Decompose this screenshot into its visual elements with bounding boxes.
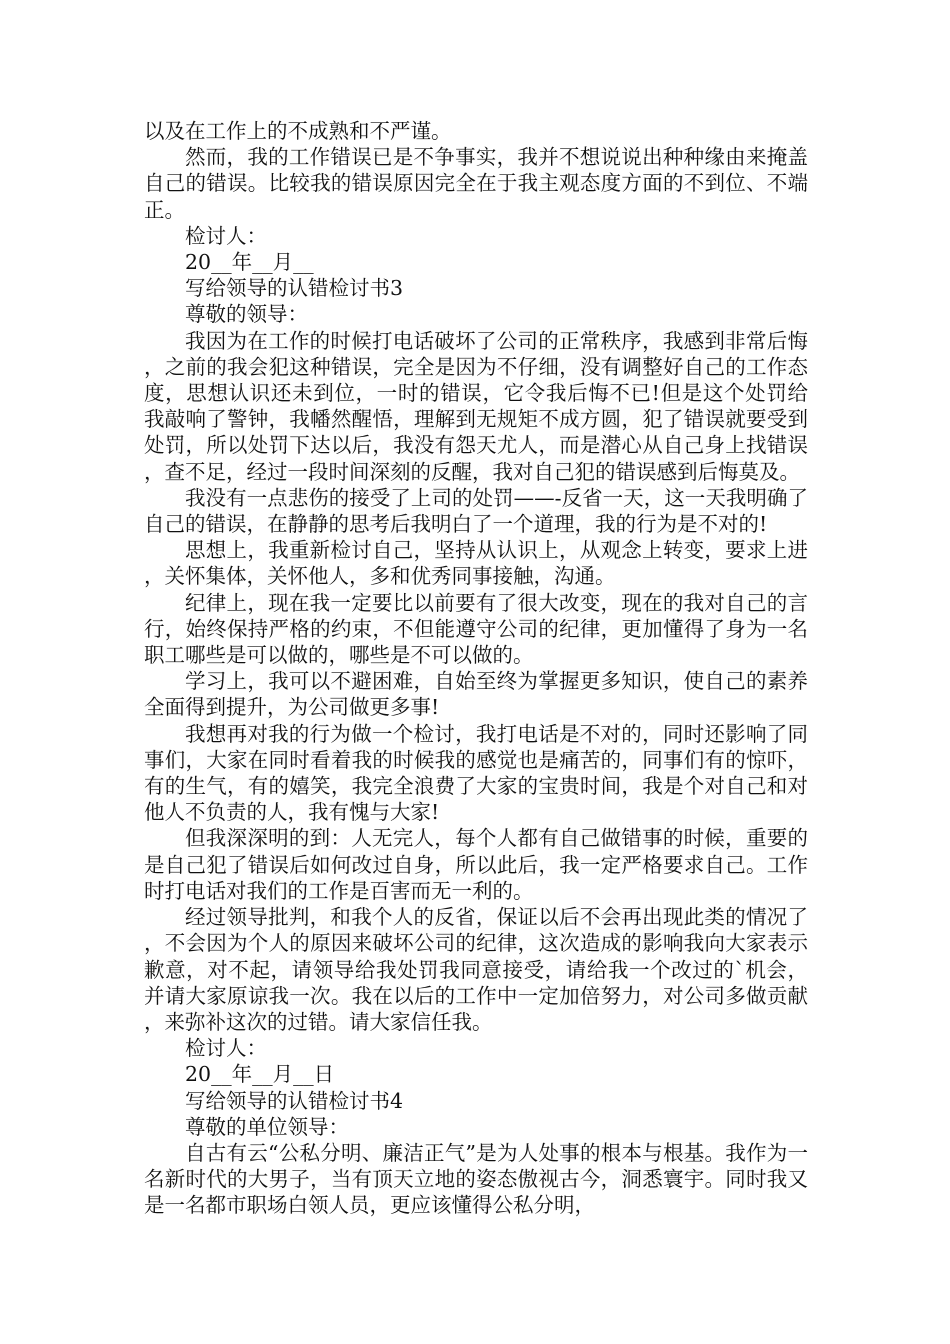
paragraph: 我想再对我的行为做一个检讨，我打电话是不对的，同时还影响了同事们，大家在同时看着我的时候我的感觉也是痛苦的，同事们有的惊吓，有的生气，有的嬉笑，我完全浪费了大家的宝贵时间，我是个对自己和对他人不负责的人，我有愧与大家!: [144, 721, 808, 825]
paragraph: 自古有云“公私分明、廉洁正气”是为人处事的根本与根基。我作为一名新时代的大男子，当有顶天立地的姿态傲视古今，洞悉寰宇。同时我又是一名都市职场白领人员，更应该懂得公私分明，: [144, 1140, 808, 1218]
signature-label: 检讨人：: [185, 1036, 267, 1061]
paragraph: 我没有一点悲伤的接受了上司的处罚——-反省一天，这一天我明确了自己的错误，在静静的思考后我明白了一个道理，我的行为是不对的!: [144, 485, 808, 537]
paragraph: 学习上，我可以不避困难，自始至终为掌握更多知识，使自己的素养全面得到提升，为公司做更多事!: [144, 669, 808, 720]
paragraph-continuation: 以及在工作上的不成熟和不严谨。: [144, 119, 452, 143]
paragraph: 经过领导批判，和我个人的反省，保证以后不会再出现此类的情况了，不会因为个人的原因来破坏公司的纪律，这次造成的影响我向大家表示歉意，对不起，请领导给我处罚我同意接受，请给我一个改过的`机会，并请大家原谅我一次。我在以后的工作中一定加倍努力，对公司多做贡献，来弥补这次的过错。请大家信任我。: [144, 905, 808, 1034]
paragraph: 但我深深明的到：人无完人，每个人都有自己做错事的时候，重要的是自己犯了错误后如何改过自身，所以此后，我一定严格要求自己。工作时打电话对我们的工作是百害而无一利的。: [144, 826, 808, 903]
date-line: 20__年__月__: [185, 250, 314, 275]
section-title: 写给领导的认错检讨书4: [185, 1088, 404, 1113]
paragraph: 我因为在工作的时候打电话破坏了公司的正常秩序，我感到非常后悔，之前的我会犯这种错误，完全是因为不仔细，没有调整好自己的工作态度，思想认识还未到位，一时的错误，它令我后悔不已!但是这个处罚给我敲响了警钟，我幡然醒悟，理解到无规矩不成方圆，犯了错误就要受到处罚，所以处罚下达以后，我没有怨天尤人，而是潜心从自己身上找错误，查不足，经过一段时间深刻的反醒，我对自己犯的错误感到后悔莫及。: [144, 328, 808, 484]
document-body: [144, 118, 808, 1219]
section-title: 写给领导的认错检讨书3: [185, 276, 404, 301]
paragraph: 思想上，我重新检讨自己，坚持从认识上，从观念上转变，要求上进，关怀集体，关怀他人，多和优秀同事接触，沟通。: [144, 538, 808, 589]
salutation: 尊敬的领导：: [185, 302, 308, 327]
paragraph: 然而，我的工作错误已是不争事实，我并不想说说出种种缘由来掩盖自己的错误。比较我的错误原因完全在于我主观态度方面的不到位、不端正。: [144, 145, 808, 222]
salutation: 尊敬的单位领导：: [185, 1114, 349, 1139]
signature-label: 检讨人：: [185, 223, 267, 248]
paragraph: 纪律上，现在我一定要比以前要有了很大改变，现在的我对自己的言行，始终保持严格的约束，不但能遵守公司的纪律，更加懂得了身为一名职工哪些是可以做的，哪些是不可以做的。: [144, 590, 808, 668]
date-line: 20__年__月__日: [185, 1062, 335, 1087]
